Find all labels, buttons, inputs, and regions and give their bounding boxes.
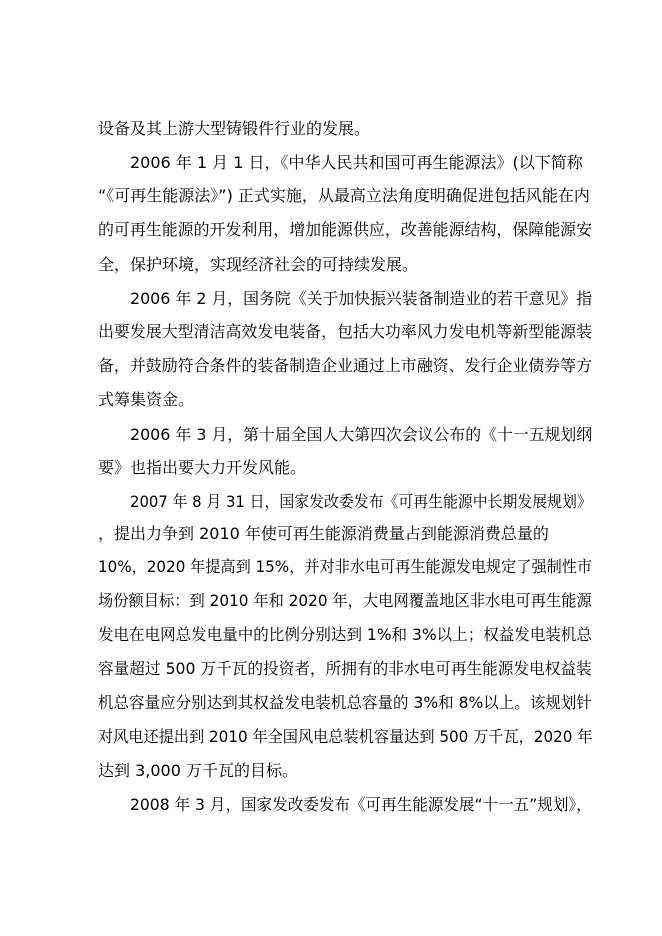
text-line: 对风电还提出到 2010 年全国风电总装机容量达到 500 万千瓦，2020 年 bbox=[98, 727, 593, 746]
text-line: 机总容量应分别达到其权益发电装机总容量的 3%和 8%以上。该规划针 bbox=[98, 693, 592, 712]
text-line: “《可再生能源法》”) 正式实施，从最高立法角度明确促进包括风能在内 bbox=[98, 186, 590, 205]
text-line: 设备及其上游大型铸锻件行业的发展。 bbox=[98, 119, 371, 138]
text-line: 2007 年 8 月 31 日，国家发改委发布《可再生能源中长期发展规划》 bbox=[130, 492, 592, 511]
text-line: 场份额目标：到 2010 年和 2020 年，大电网覆盖地区非水电可再生能源 bbox=[98, 591, 592, 610]
text-line: 容量超过 500 万千瓦的投资者，所拥有的非水电可再生能源发电权益装 bbox=[98, 659, 592, 678]
text-line: ，提出力争到 2010 年使可再生能源消费量占到能源消费总量的 bbox=[98, 524, 549, 543]
text-line: 2006 年 1 月 1 日，《中华人民共和国可再生能源法》(以下简称 bbox=[130, 153, 583, 172]
text-line: 2006 年 2 月，国务院《关于加快振兴装备制造业的若干意见》指 bbox=[130, 289, 593, 308]
text-line: 式筹集资金。 bbox=[98, 390, 195, 409]
text-line: 2008 年 3 月，国家发改委发布《可再生能源发展“十一五”规划》， bbox=[130, 795, 592, 814]
text-line: 全，保护环境，实现经济社会的可持续发展。 bbox=[98, 255, 419, 274]
text-line: 的可再生能源的开发利用，增加能源供应，改善能源结构，保障能源安 bbox=[98, 220, 593, 239]
text-line: 达到 3,000 万千瓦的目标。 bbox=[98, 761, 298, 780]
text-line: 10%，2020 年提高到 15%，并对非水电可再生能源发电规定了强制性市 bbox=[98, 557, 593, 576]
text-line: 发电在电网总发电量中的比例分别达到 1%和 3%以上；权益发电装机总 bbox=[98, 625, 592, 644]
text-line: 要》也指出要大力开发风能。 bbox=[98, 458, 307, 477]
text-line: 2006 年 3 月，第十届全国人大第四次会议公布的《十一五规划纲 bbox=[130, 425, 593, 444]
text-line: 出要发展大型清洁高效发电装备，包括大功率风力发电机等新型能源装 bbox=[98, 322, 593, 341]
text-line: 备，并鼓励符合条件的装备制造企业通过上市融资、发行企业债券等方 bbox=[98, 356, 593, 375]
